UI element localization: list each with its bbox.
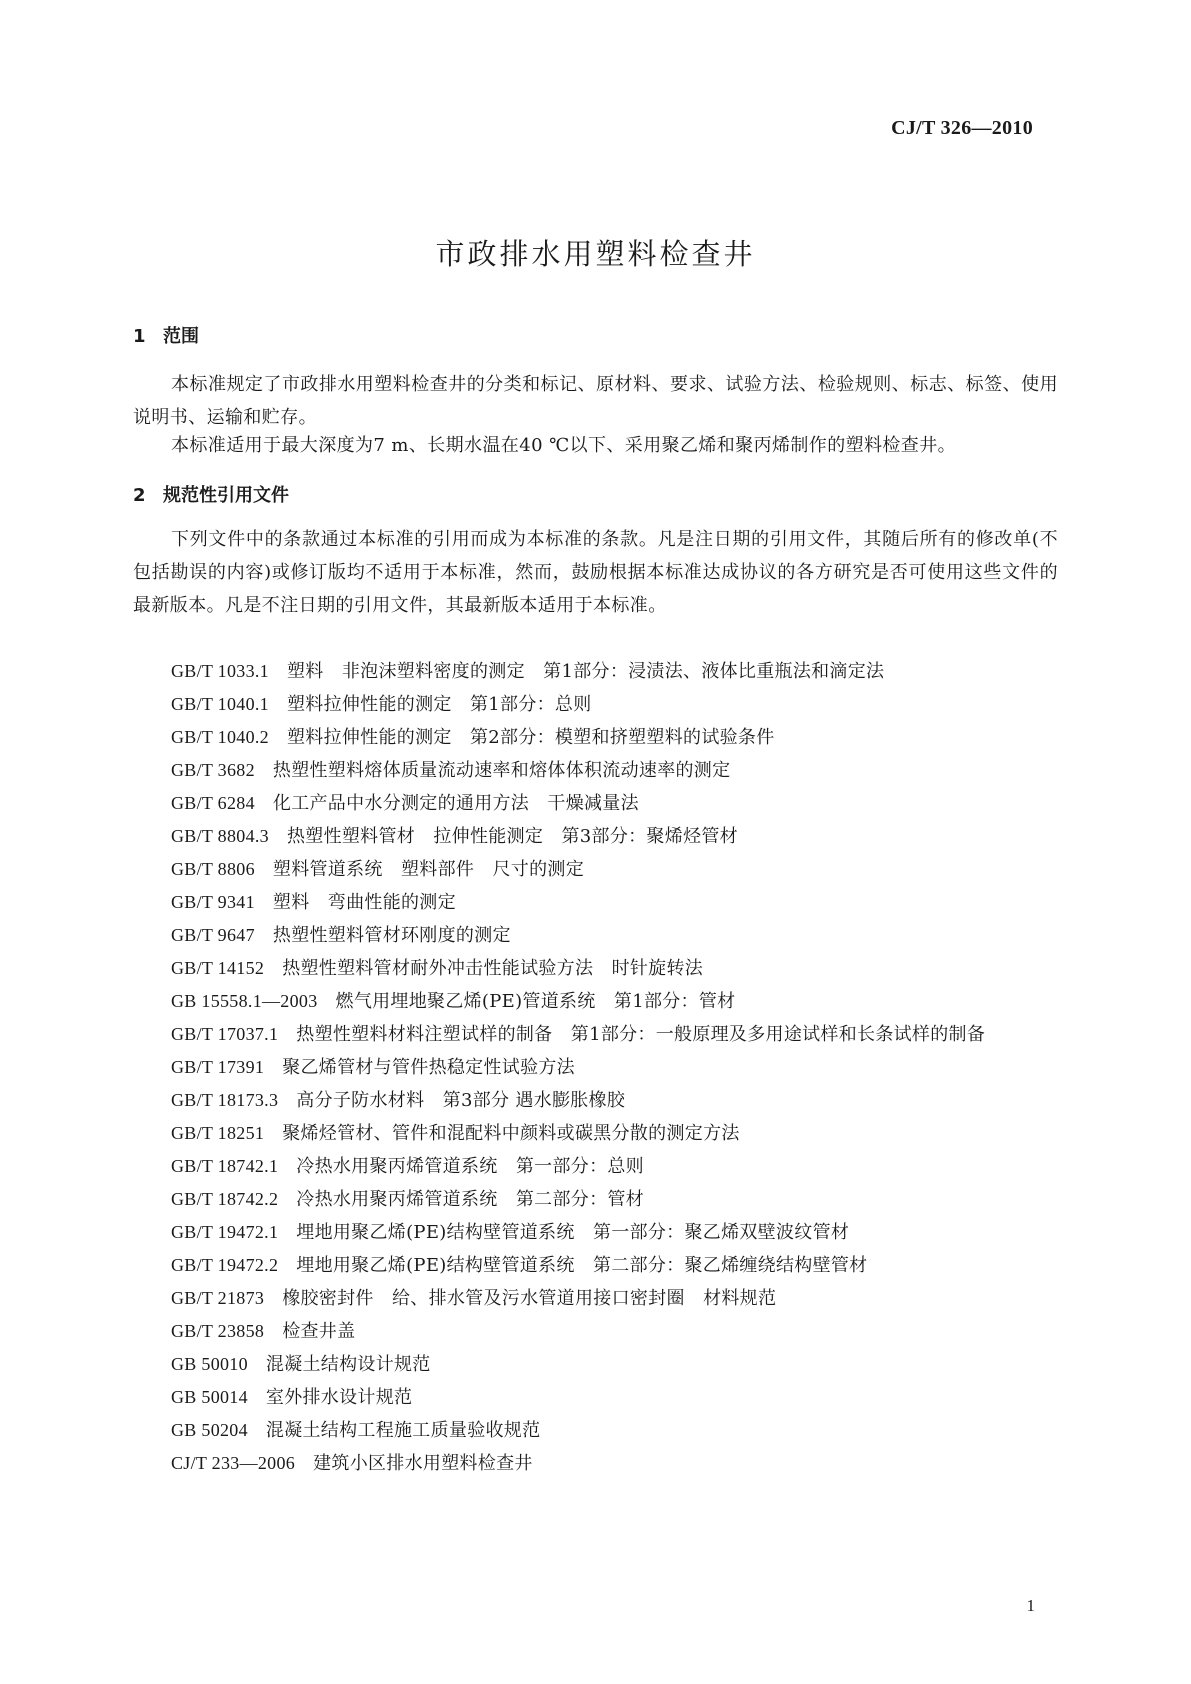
scope-paragraph-1: 本标准规定了市政排水用塑料检查井的分类和标记、原材料、要求、试验方法、检验规则、标志、标签、使用说明书、运输和贮存。 xyxy=(133,374,1058,428)
list-item xyxy=(133,1414,1058,1447)
reference-code: GB/T 14152 xyxy=(171,958,265,978)
list-item xyxy=(133,1249,1058,1282)
list-item xyxy=(133,952,1058,985)
reference-title: 检查井盖 xyxy=(282,1321,356,1342)
page-number: 1 xyxy=(1026,1596,1035,1615)
reference-code: GB/T 9647 xyxy=(171,925,255,945)
reference-code: GB 15558.1—2003 xyxy=(171,991,318,1011)
list-item xyxy=(133,754,1058,787)
list-item xyxy=(133,853,1058,886)
references-intro-paragraph: 下列文件中的条款通过本标准的引用而成为本标准的条款。凡是注日期的引用文件，其随后所有的修改单(不包括勘误的内容)或修订版均不适用于本标准，然而，鼓励根据本标准达成协议的各方研究是否可使用这些文件的最新版本。凡是不注日期的引用文件，其最新版本适用于本标准。 xyxy=(133,529,1058,616)
standard-code: CJ/T 326—2010 xyxy=(891,117,1033,139)
reference-title: 塑料拉伸性能的测定 第2部分：模塑和挤塑塑料的试验条件 xyxy=(286,727,775,748)
list-item xyxy=(133,655,1058,688)
reference-title: 室外排水设计规范 xyxy=(265,1387,413,1408)
reference-code: GB/T 3682 xyxy=(171,760,255,780)
reference-code: GB/T 19472.2 xyxy=(171,1255,279,1275)
list-item xyxy=(133,1315,1058,1348)
reference-title: 热塑性塑料管材环刚度的测定 xyxy=(272,925,511,946)
reference-code: CJ/T 233—2006 xyxy=(171,1453,296,1473)
list-item xyxy=(133,1348,1058,1381)
reference-title: 冷热水用聚丙烯管道系统 第一部分：总则 xyxy=(296,1156,644,1177)
list-item xyxy=(133,1216,1058,1249)
section-heading-normative-references xyxy=(133,481,289,507)
reference-title: 聚烯烃管材、管件和混配料中颜料或碳黑分散的测定方法 xyxy=(282,1123,740,1144)
list-item xyxy=(133,919,1058,952)
list-item xyxy=(133,1117,1058,1150)
reference-title: 橡胶密封件 给、排水管及污水管道用接口密封圈 材料规范 xyxy=(282,1288,777,1309)
reference-code: GB 50010 xyxy=(171,1354,248,1374)
reference-code: GB/T 19472.1 xyxy=(171,1222,279,1242)
reference-title: 建筑小区排水用塑料检查井 xyxy=(313,1453,533,1474)
reference-title: 热塑性塑料熔体质量流动速率和熔体体积流动速率的测定 xyxy=(272,760,731,781)
reference-title: 化工产品中水分测定的通用方法 干燥减量法 xyxy=(272,793,639,814)
section-heading-scope xyxy=(133,322,199,348)
reference-code: GB/T 17391 xyxy=(171,1057,265,1077)
reference-title: 塑料 非泡沫塑料密度的测定 第1部分：浸渍法、液体比重瓶法和滴定法 xyxy=(286,661,885,682)
reference-code: GB/T 17037.1 xyxy=(171,1024,279,1044)
reference-title: 塑料管道系统 塑料部件 尺寸的测定 xyxy=(272,859,584,880)
list-item xyxy=(133,1150,1058,1183)
reference-title: 高分子防水材料 第3部分 遇水膨胀橡胶 xyxy=(296,1090,626,1111)
reference-code: GB/T 1040.2 xyxy=(171,727,269,747)
reference-code: GB/T 18742.1 xyxy=(171,1156,279,1176)
list-item xyxy=(133,787,1058,820)
list-item xyxy=(133,1381,1058,1414)
reference-title: 塑料拉伸性能的测定 第1部分：总则 xyxy=(286,694,592,715)
reference-title: 塑料 弯曲性能的测定 xyxy=(272,892,456,913)
list-item xyxy=(133,1084,1058,1117)
list-item xyxy=(133,1183,1058,1216)
reference-code: GB/T 18251 xyxy=(171,1123,265,1143)
reference-title: 埋地用聚乙烯(PE)结构壁管道系统 第二部分：聚乙烯缠绕结构壁管材 xyxy=(296,1255,868,1276)
list-item xyxy=(133,721,1058,754)
list-item xyxy=(133,820,1058,853)
reference-title: 燃气用埋地聚乙烯(PE)管道系统 第1部分：管材 xyxy=(335,991,736,1012)
reference-code: GB/T 6284 xyxy=(171,793,255,813)
reference-code: GB 50204 xyxy=(171,1420,248,1440)
reference-title: 热塑性塑料材料注塑试样的制备 第1部分：一般原理及多用途试样和长条试样的制备 xyxy=(296,1024,986,1045)
section-title: 规范性引用文件 xyxy=(163,485,289,506)
list-item xyxy=(133,1282,1058,1315)
reference-title: 聚乙烯管材与管件热稳定性试验方法 xyxy=(282,1057,575,1078)
reference-code: GB/T 18173.3 xyxy=(171,1090,279,1110)
scope-paragraph-2: 本标准适用于最大深度为7 m、长期水温在40 ℃以下、采用聚乙烯和聚丙烯制作的塑料检查井。 xyxy=(171,435,956,456)
list-item xyxy=(133,985,1058,1018)
list-item xyxy=(133,1018,1058,1051)
reference-title: 混凝土结构设计规范 xyxy=(265,1354,431,1375)
reference-code: GB/T 8804.3 xyxy=(171,826,269,846)
reference-code: GB/T 1033.1 xyxy=(171,661,269,681)
reference-code: GB 50014 xyxy=(171,1387,248,1407)
list-item xyxy=(133,688,1058,721)
reference-list xyxy=(133,655,1058,1480)
reference-code: GB/T 1040.1 xyxy=(171,694,269,714)
reference-code: GB/T 8806 xyxy=(171,859,255,879)
reference-title: 埋地用聚乙烯(PE)结构壁管道系统 第一部分：聚乙烯双壁波纹管材 xyxy=(296,1222,850,1243)
list-item xyxy=(133,886,1058,919)
reference-code: GB/T 21873 xyxy=(171,1288,265,1308)
reference-code: GB/T 9341 xyxy=(171,892,255,912)
reference-code: GB/T 23858 xyxy=(171,1321,265,1341)
section-title: 范围 xyxy=(163,326,199,347)
list-item xyxy=(133,1051,1058,1084)
reference-title: 热塑性塑料管材 拉伸性能测定 第3部分：聚烯烃管材 xyxy=(286,826,738,847)
reference-title: 冷热水用聚丙烯管道系统 第二部分：管材 xyxy=(296,1189,644,1210)
section-number: 1 xyxy=(133,326,146,347)
reference-code: GB/T 18742.2 xyxy=(171,1189,279,1209)
reference-title: 混凝土结构工程施工质量验收规范 xyxy=(265,1420,541,1441)
list-item xyxy=(133,1447,1058,1480)
document-title: 市政排水用塑料检查井 xyxy=(435,237,756,271)
reference-title: 热塑性塑料管材耐外冲击性能试验方法 时针旋转法 xyxy=(282,958,704,979)
section-number: 2 xyxy=(133,485,146,506)
